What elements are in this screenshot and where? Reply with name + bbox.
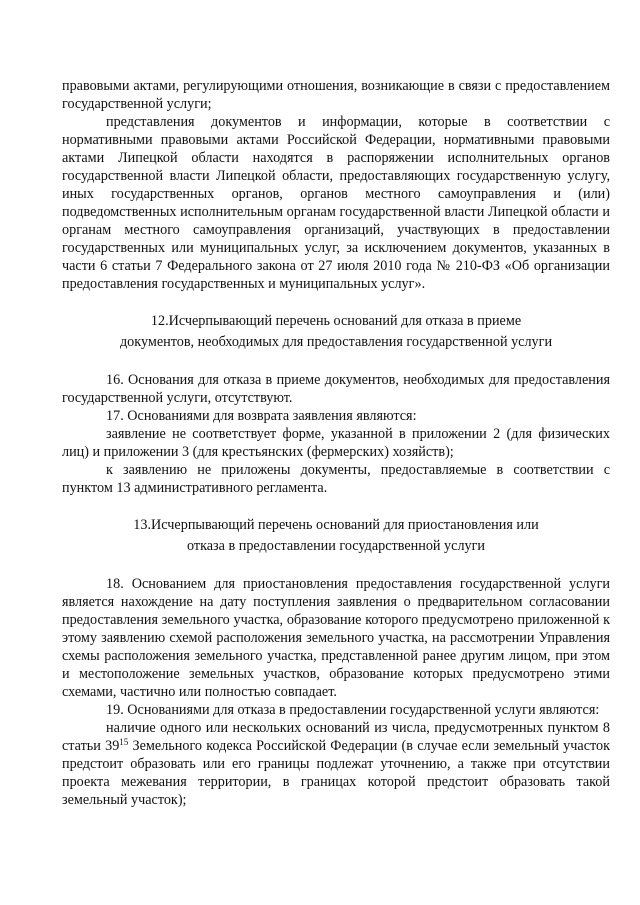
paragraph-legal-acts: правовыми актами, регулирующими отношения, возникающие в связи с предоставлением государственной услуги; [62,78,610,112]
section-heading-12 [62,311,610,353]
paragraph-19-item-grounds [62,719,610,809]
paragraph-18: 18. Основанием для приостановления предоставления государственной услуги является нахождение на дату поступления заявления о предварительном согласовании предоставления земельного участка, образование которого предусмотрено приложенной к этому заявлению схемой расположения земельного участка, на рассмотрении Управления схемы расположения земельного участка, представленной ранее другим лицом, при этом и местоположение земельных участков, образование которых предусмотрено этими схемами, частично или полностью совпадает. [62,576,610,700]
paragraph-17-item-documents: к заявлению не приложены документы, предоставляемые в соответствии с пунктом 13 административного регламента. [62,462,610,496]
paragraph-17: 17. Основаниями для возврата заявления являются: [106,408,417,424]
paragraph-17-item-form: заявление не соответствует форме, указанной в приложении 2 (для физических лиц) и приложении 3 (для крестьянских (фермерских) хозяйств); [62,426,610,460]
paragraph-19: 19. Основаниями для отказа в предоставлении государственной услуги являются: [106,702,600,718]
paragraph-19-item-text-start: наличие одного или нескольких оснований из числа, предусмотренных пунктом 8 статьи 39 [62,720,610,754]
section-heading-13-line2: отказа в предоставлении государственной услуги [186,538,486,554]
paragraph-19-item-text-end: Земельного кодекса Российской Федерации (в случае если земельный участок предстоит образовать или его границы подлежат уточнению, а также при отсутствии проекта межевания территории, в границах которой предстоит образовать такой земельный участок); [62,738,610,808]
article-superscript: 15 [119,737,129,747]
section-heading-12-line1: 12.Исчерпывающий перечень оснований для отказа в приеме [150,313,522,329]
section-heading-13-line1: 13.Исчерпывающий перечень оснований для приостановления или [133,517,539,533]
paragraph-documents-information: представления документов и информации, которые в соответствии с нормативными правовыми актами Российской Федерации, нормативными правовыми актами Липецкой области находятся в распоряжении исполнительных органов государственной власти Липецкой области, предоставляющих государственную услугу, иных государственных органов, органов местного самоуправления и (или) подведомственных исполнительным органам государственной власти Липецкой области и органам местного самоуправления организаций, участвующих в предоставлении государственных или муниципальных услуг, за исключением документов, указанных в части 6 статьи 7 Федерального закона от 27 июля 2010 года № 210-ФЗ «Об организации предоставления государственных и муниципальных услуг». [62,114,610,292]
section-heading-13 [62,515,610,557]
paragraph-16: 16. Основания для отказа в приеме документов, необходимых для предоставления государственной услуги, отсутствуют. [62,372,610,406]
section-heading-12-line2: документов, необходимых для предоставления государственной услуги [119,334,553,350]
